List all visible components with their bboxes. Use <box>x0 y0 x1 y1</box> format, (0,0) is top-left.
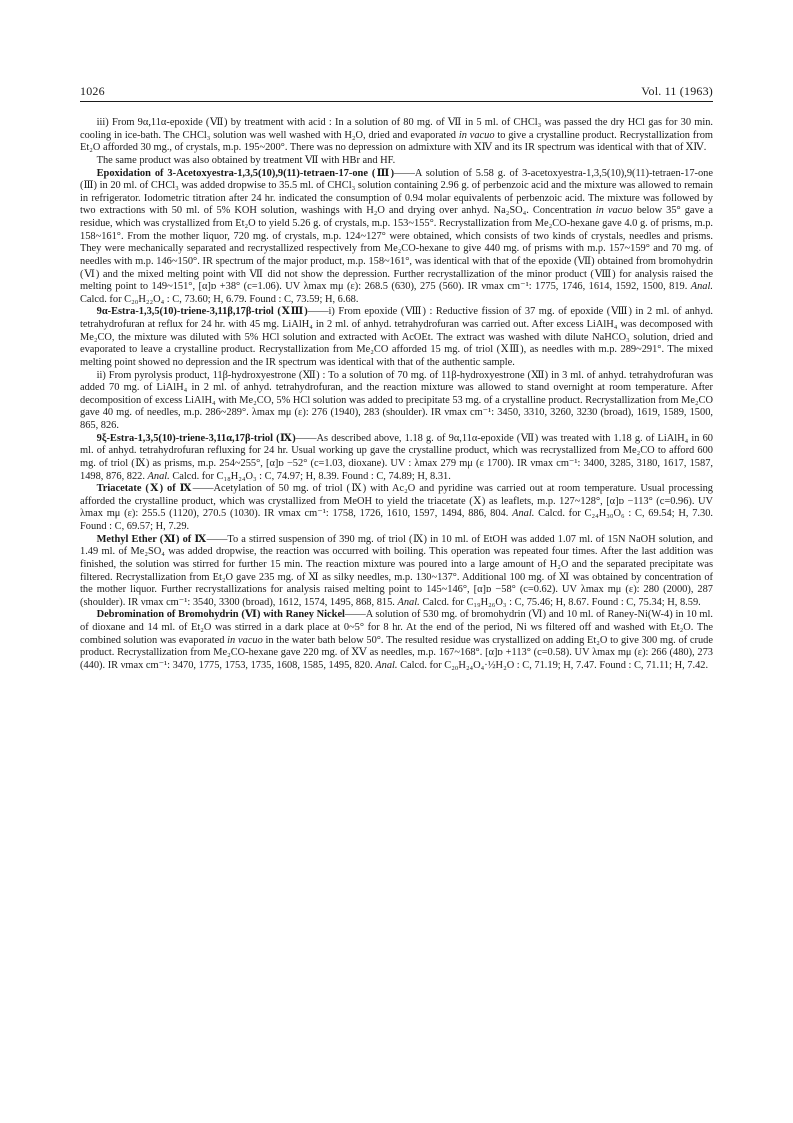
body-text: ii) From pyrolysis product, 11β-hydroxyestrone (Ⅻ) : To a solution of 70 mg. of 11β-hydroxyestrone (Ⅻ) in 3 ml. of anhyd. tetrahydrofuran was added 70 mg. of LiAlH₄ in 2 ml. of anhyd. tetrahydrofuran, and the reaction mixture was allowed to stand overnight at room temperature. After decomposition of excess LiAlH₄ with Me₂CO, 5% HCl solution was added to precipitate 53 mg. of a crystalline product. Recrystallization from Me₂CO gave 40 mg. of needles, m.p. 286~289°. λmax mμ (ε): 276 (1940), 283 (shoulder). IR νmax cm⁻¹: 3450, 3310, 3260, 3230 (broad), 1619, 1589, 1500, 865, 826. <box>80 369 713 431</box>
page-number: 1026 <box>80 84 105 98</box>
paragraph-debromination <box>80 609 713 672</box>
italic-term: in vacuo <box>458 129 495 141</box>
body-text: Calcd. for C₁₈H₂₄O₃ : C, 74.97; H, 8.39. Found : C, 74.89; H, 8.31. <box>169 470 451 482</box>
body-text: ——To a stirred suspension of 390 mg. of triol (Ⅸ) in 10 ml. of EtOH was added 1.07 ml. of 15N NaOH solution, and 1.49 ml. of Me₂SO₄ was added dropwise, the reaction was occurred with boiling. This operation was repeated four times. After the last addition was finished, the solution was stirred for further 15 min. The reaction mixture was poured into a large amount of H₂O and the separated precipitate was filtered. Recrystallization from Et₂O gave 235 mg. of Ⅺ as silky needles, m.p. 130~137°. Additional 100 mg. of Ⅺ was obtained by concentration of the mother liquor. Further recrystallizations for analysis raised melting point to 145~146°, [α]ᴅ −58° (c=0.62). UV λmax mμ (ε): 280 (2000), 287 (shoulder). IR νmax cm⁻¹: 3540, 3300 (broad), 1612, 1574, 1495, 868, 815. <box>80 533 713 608</box>
body-text: Calcd. for C₂₀H₂₂O₄ : C, 73.60; H, 6.79. Found : C, 73.59; H, 6.68. <box>80 293 359 305</box>
compound-heading: 9α-Estra-1,3,5(10)-triene-3,11β,17β-triol (ⅩⅢ) <box>96 306 308 318</box>
paragraph-epoxide-acid-treatment <box>80 117 713 155</box>
paragraph-epoxidation <box>80 168 713 307</box>
italic-term: Anal. <box>512 508 535 520</box>
italic-term: Anal. <box>147 470 170 482</box>
compound-heading: 9ξ-Estra-1,3,5(10)-triene-3,11α,17β-triol (Ⅸ) <box>96 432 296 444</box>
volume-label: Vol. 11 (1963) <box>641 84 713 98</box>
italic-term: in vacuo <box>227 634 263 646</box>
paragraph-methyl-ether <box>80 534 713 610</box>
body-text: ——As described above, 1.18 g. of 9α,11α-epoxide (Ⅶ) was treated with 1.18 g. of LiAlH₄ in 60 ml. of anhyd. tetrahydrofuran refluxing for 24 hr. Usual working up gave the crystalline product, which was recrystallized from Me₂CO to afford 600 mg. of triol (Ⅸ) as prisms, m.p. 254~255°, [α]ᴅ −52° (c=1.03, dioxane). UV : λmax 279 mμ (ε 1700). IR νmax cm⁻¹: 3400, 3285, 3180, 1617, 1587, 1498, 876, 822. <box>80 432 713 482</box>
compound-heading: Methyl Ether (Ⅺ) of Ⅸ <box>96 533 207 545</box>
body-text: Calcd. for C₁₉H₂₆O₃ : C, 75.46; H, 8.67. Found : C, 75.34; H, 8.59. <box>419 596 701 608</box>
paragraph-same-product-note <box>80 155 713 168</box>
body-text: Calcd. for C₂₀H₂₄O₄·½H₂O : C, 71.19; H, 7.47. Found : C, 71.11; H, 7.42. <box>397 659 709 671</box>
compound-heading: Triacetate (Ⅹ) of Ⅸ <box>96 483 193 495</box>
body-text: Calcd. for C₂₄H₃₀O₆ : C, 69.54; H, 7.30. Found : C, 69.57; H, 7.29. <box>80 508 713 532</box>
body-text: ——A solution of 5.58 g. of 3-acetoxyestra-1,3,5(10),9(11)-tetraen-17-one (Ⅲ) in 20 ml. of CHCl₃ was added dropwise to 35.5 ml. of CHCl₃ solution containing 2.96 g. of perbenzoic acid and the mixture was allowed to remain in refrigerator. Iodometric titration after 24 hr. indicated the consumption of 0.94 molar equivalents of perbenzoic acid. The mixture was followed by two extractions with 50 ml. of 5% KOH solution, washings with H₂O and drying over anhyd. Na₂SO₄. Concentration <box>80 167 713 217</box>
compound-heading: Epoxidation of 3-Acetoxyestra-1,3,5(10),9(11)-tetraen-17-one (Ⅲ) <box>96 167 395 179</box>
body-text: to give a crystalline product. Recrystallization from Et₂O afforded 30 mg., of crystals, m.p. 195~200°. There was no depression on admixture with ⅩⅣ and its IR spectrum was identical with that of ⅩⅣ. <box>80 129 713 154</box>
italic-term: Anal. <box>397 596 420 608</box>
italic-term: in vacuo <box>595 205 633 217</box>
italic-term: Anal. <box>690 281 713 293</box>
body-text: ——Acetylation of 50 mg. of triol (Ⅸ) with Ac₂O and pyridine was carried out at room temperature. Usual processing afforded the crystalline product, which was crystallized from MeOH to yield the triacetate (Ⅹ) as leaflets, m.p. 127~128°, [α]ᴅ −113° (c=0.96). UV λmax mμ (ε): 255.5 (1120), 270.5 (1030). IR νmax cm⁻¹: 1758, 1726, 1610, 1597, 1494, 886, 804. <box>80 483 713 520</box>
paragraph-triol-ix <box>80 433 713 484</box>
article-body <box>80 117 713 673</box>
body-text: below 35° gave a residue, which was crystallized from Et₂O to yield 5.26 g. of crystals, m.p. 153~155°. Recrystallization from Me₂CO-hexane gave 4.0 g. of prisms, m.p. 158~161°. From the mother liquor, 720 mg. of crystals, m.p. 124~127° were obtained, which consists of two kinds of crystals, needles and prisms. They were mechanically separated and recrystallized respectively from Me₂CO-hexane to give 440 mg. of prisms with m.p. 157~159° and 70 mg. of needles with m.p. 146~150°. IR spectrum of the major product, m.p. 158~161°, was identical with that of the epoxide (Ⅶ) obtained from bromohydrin (Ⅵ) and the mixed melting point with Ⅶ did not show the depression. Further recrystallization of the minor product (Ⅷ) for analysis raised the melting point to 149~151°, [α]ᴅ +38° (c=1.06). UV λmax mμ (ε): 268.5 (630), 275 (560). IR νmax cm⁻¹: 1775, 1746, 1614, 1592, 1500, 819. <box>80 205 713 293</box>
body-text: ——A solution of 530 mg. of bromohydrin (Ⅵ) and 10 ml. of Raney-Ni(W-4) in 10 ml. of dioxane and 14 ml. of Et₂O was stirred in a dark place at 0~5° for 8 hr. At the end of the period, Ni ws filtered off and washed with Et₂O. The combined solution was evaporated <box>80 609 713 646</box>
italic-term: Anal. <box>375 659 398 671</box>
body-text: ——i) From epoxide (Ⅷ) : Reductive fission of 37 mg. of epoxide (Ⅷ) in 2 ml. of anhyd. tetrahydrofuran at reflux for 24 hr. with 45 mg. LiAlH₄ in 2 ml. of anhyd. tetrahydrofuran was carried out. After excess LiAlH₄ was decomposed with Me₂CO, the mixture was diluted with 5% HCl solution and extracted with AcOEt. The extract was washed with dilute NaHCO₃ solution, dried and evaporated to leave a crystalline product. Recrystallization from Me₂CO afforded 15 mg. of triol (ⅩⅢ), as needles with m.p. 289~291°. The mixed melting point showed no depression and the IR spectrum was identical with that of the authentic sample. <box>80 306 713 368</box>
paragraph-triacetate <box>80 483 713 534</box>
paragraph-pyrolysis-product <box>80 370 713 433</box>
header-rule <box>80 101 713 102</box>
body-text: in the water bath below 50°. The resulted residue was crystallized on adding Et₂O to give 300 mg. of crude product. Recrystallization from Me₂CO-hexane gave 220 mg. of ⅩⅤ as needles, m.p. 167~168°. [α]ᴅ +113° (c=0.58). UV λmax mμ (ε): 266 (480), 273 (440). IR νmax cm⁻¹: 3470, 1775, 1753, 1735, 1608, 1585, 1495, 820. <box>80 634 713 671</box>
page-header <box>80 84 713 99</box>
compound-heading: Debromination of Bromohydrin (Ⅵ) with Raney Nickel <box>96 609 345 621</box>
body-text: The same product was also obtained by treatment Ⅶ with HBr and HF. <box>96 154 396 166</box>
paragraph-triol-xiii <box>80 306 713 369</box>
body-text: iii) From 9α,11α-epoxide (Ⅶ) by treatment with acid : In a solution of 80 mg. of Ⅶ in 5 ml. of CHCl₃ was passed the dry HCl gas for 30 min. cooling in ice-bath. The CHCl₃ solution was well washed with H₂O, dried and evaporated <box>80 117 713 141</box>
